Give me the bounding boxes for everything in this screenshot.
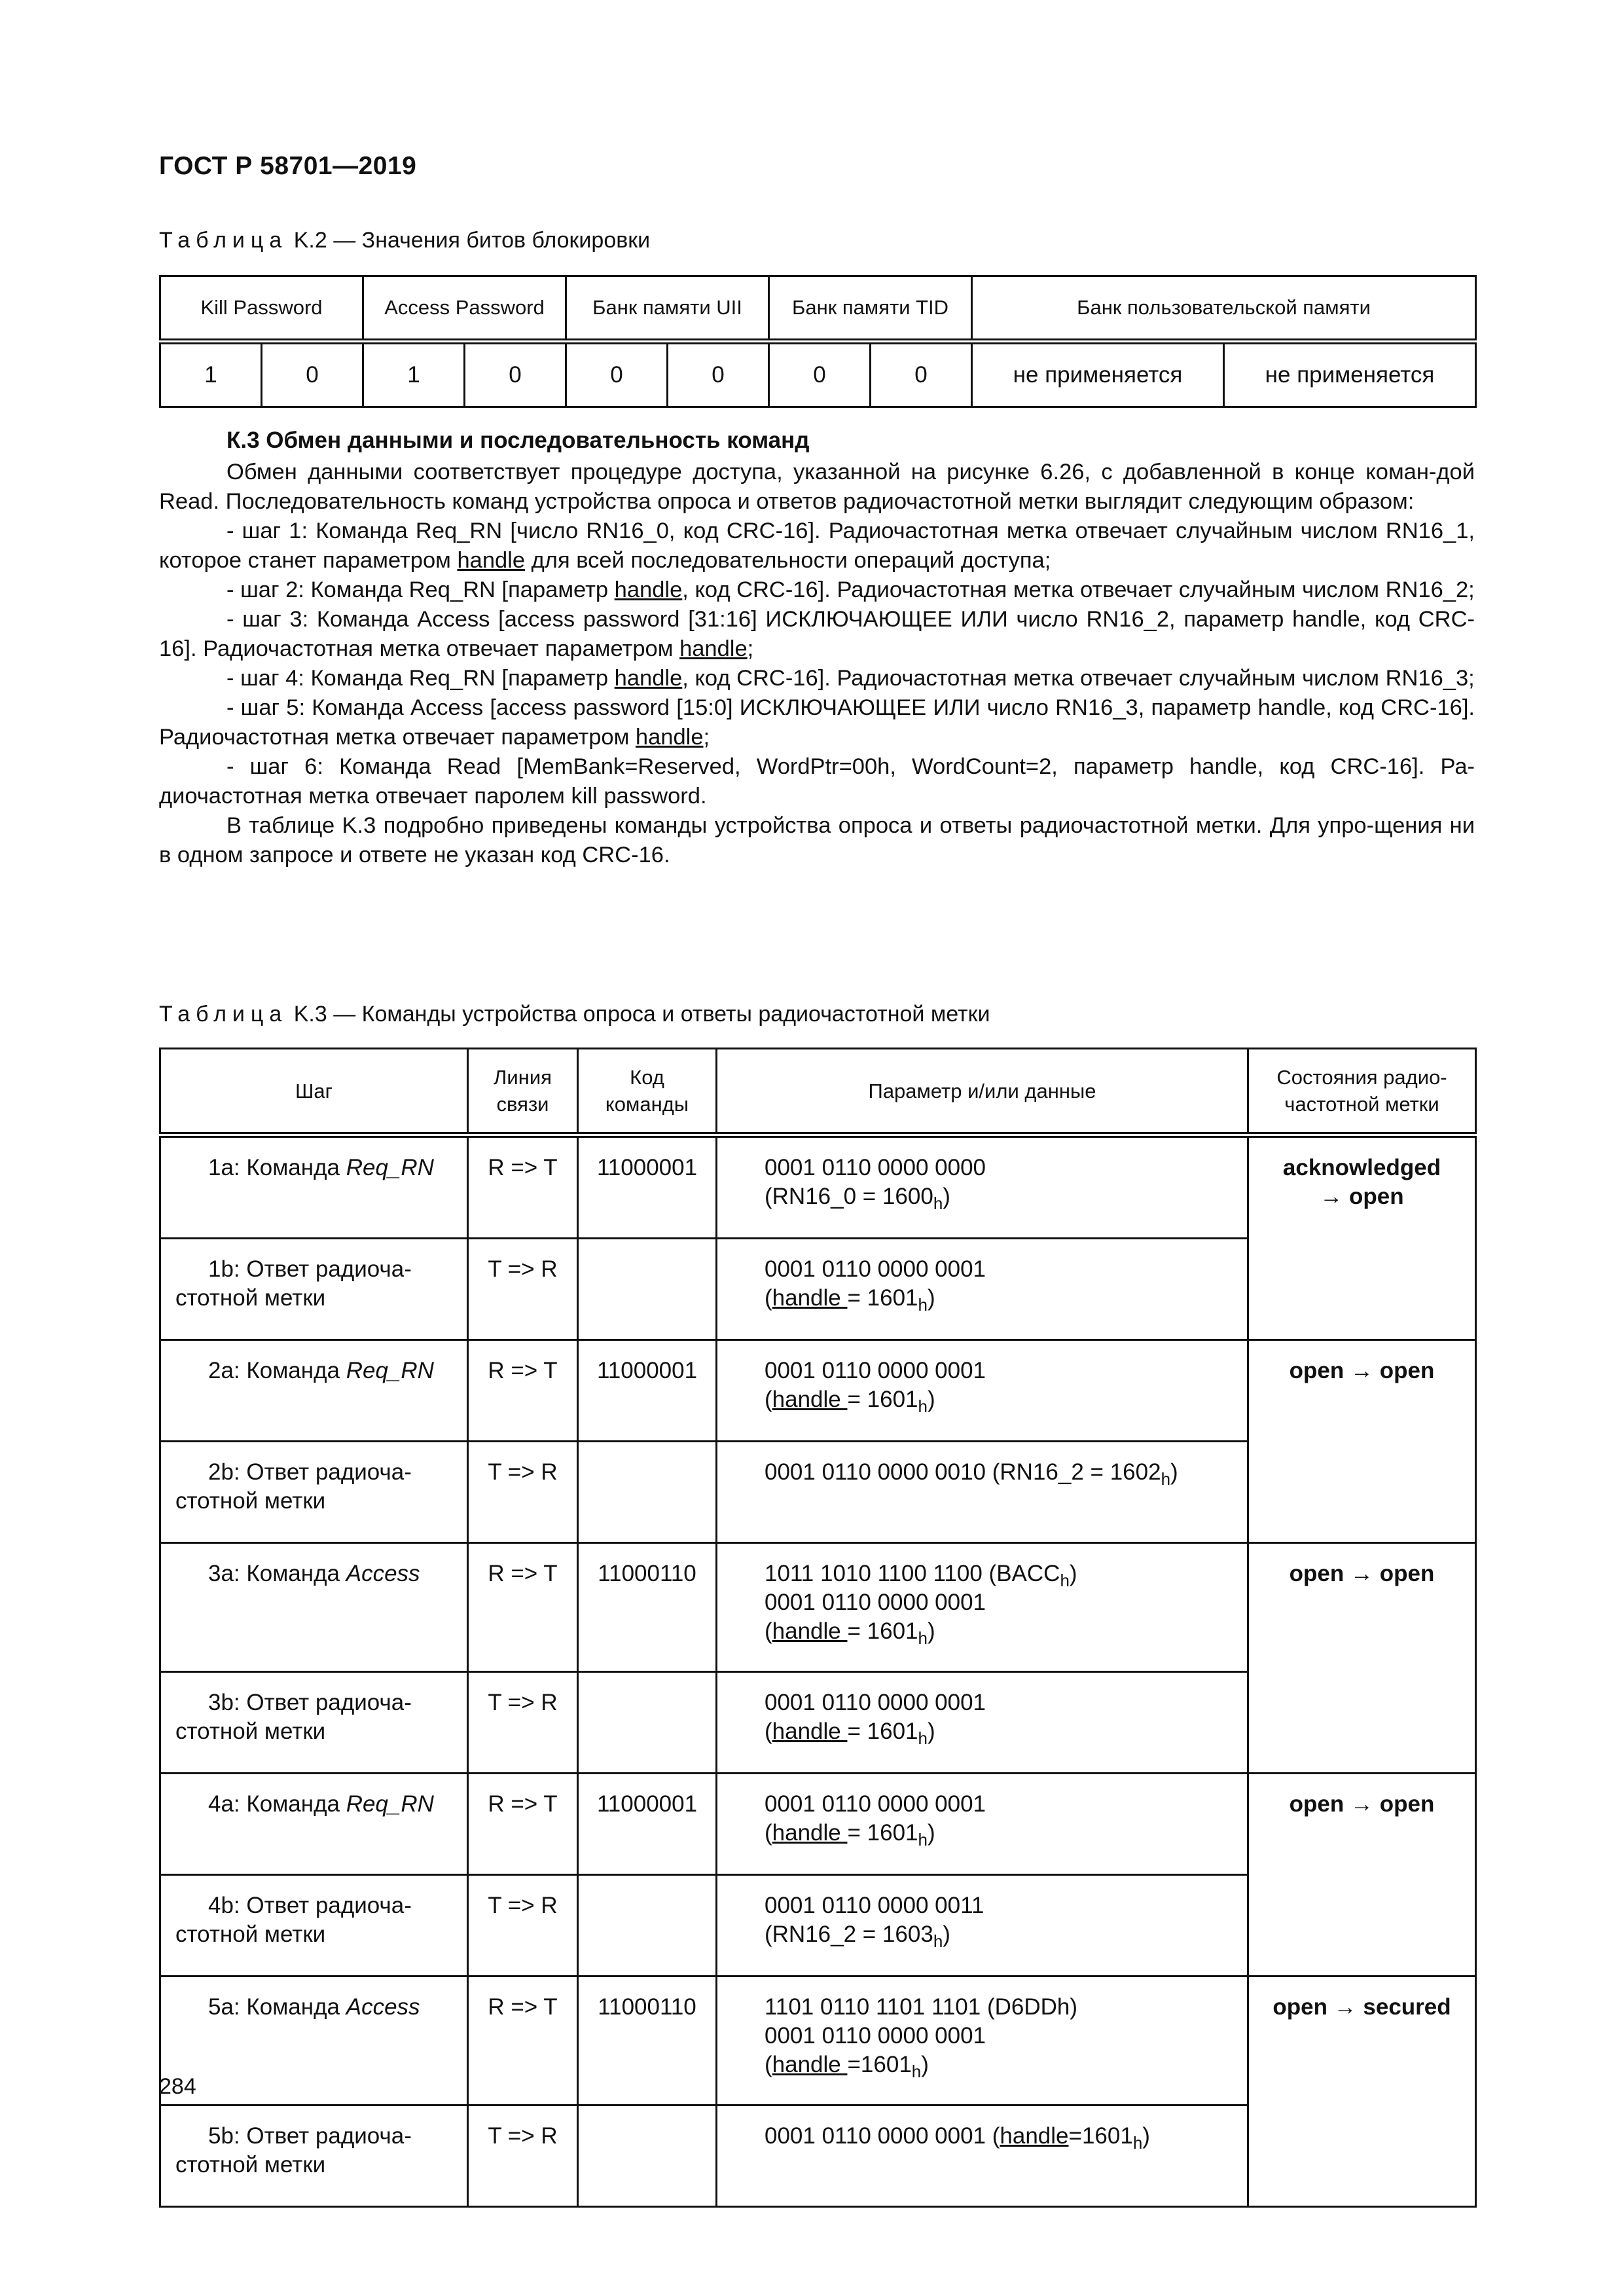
- line-cell: R => T: [468, 1774, 578, 1875]
- document-header: ГОСТ Р 58701—2019: [159, 152, 417, 180]
- step-cell: 5b: Ответ радиоча- стотной метки: [160, 2105, 468, 2207]
- table-cell: 0: [871, 342, 972, 407]
- caption-text: K.3 — Команды устройства опроса и ответы радиочастотной метки: [287, 1002, 990, 1027]
- table-cell: 0: [465, 342, 566, 407]
- step-1: - шаг 1: Команда Req_RN [число RN16_0, код CRC-16]. Радиочастотная метка отвечает случайным числом RN16_1, которое станет параметром handle для всей последовательности операций доступа;: [159, 519, 1475, 573]
- page-number: 284: [159, 2074, 196, 2099]
- line-cell: T => R: [468, 2105, 578, 2207]
- header-user-bank: Банк пользовательской памяти: [972, 276, 1476, 342]
- code-cell: [578, 1442, 717, 1543]
- line-cell: T => R: [468, 1239, 578, 1340]
- param-cell: 0001 0110 0000 0011 (RN16_2 = $1603_h$): [717, 1875, 1248, 1977]
- line-cell: R => T: [468, 1340, 578, 1442]
- header-kill-password: Kill Password: [160, 276, 363, 342]
- header-step: Шаг: [160, 1049, 468, 1135]
- code-cell: [578, 2105, 717, 2207]
- header-tid-bank: Банк памяти TID: [769, 276, 972, 342]
- step-cell: 5a: Команда Access: [160, 1977, 468, 2105]
- header-access-password: Access Password: [363, 276, 566, 342]
- line-cell: R => T: [468, 1977, 578, 2105]
- step-cell: 2b: Ответ радиоча- стотной метки: [160, 1442, 468, 1543]
- step-cell: 1a: Команда Req_RN: [160, 1135, 468, 1239]
- table-cell: 1: [363, 342, 465, 407]
- table-k2-caption: [159, 228, 650, 253]
- step-cell: 4a: Команда Req_RN: [160, 1774, 468, 1875]
- param-cell: 0001 0110 0000 0001 (handle = $1601_h$): [717, 1774, 1248, 1875]
- table-row: [160, 1543, 1476, 1672]
- param-cell: 1101 0110 1101 1101 (D6DDh) 0001 0110 0000 0001 (handle $=1601_h$): [717, 1977, 1248, 2105]
- table-cell: 0: [566, 342, 668, 407]
- step-cell: 2a: Команда Req_RN: [160, 1340, 468, 1442]
- step-3: - шаг 3: Команда Access [access password [31:16] ИСКЛЮЧАЮЩЕЕ ИЛИ число RN16_2, параметр handle, код CRC-16]. Радиочастотная метка отвечает параметром handle;: [159, 607, 1475, 661]
- table-cell: не применяется: [972, 342, 1224, 407]
- caption-prefix: Таблица: [159, 1002, 288, 1027]
- param-cell: 0001 0110 0000 0001 (handle = $1601_h$): [717, 1340, 1248, 1442]
- table-header-row: [160, 276, 1476, 342]
- table-row: [160, 342, 1476, 407]
- header-code: Код команды: [578, 1049, 717, 1135]
- param-cell: 0001 0110 0000 0001 $(handle=1601_h)$: [717, 2105, 1248, 2207]
- commands-table: [159, 1048, 1477, 2208]
- state-cell: open → open: [1248, 1340, 1476, 1543]
- table-row: [160, 1135, 1476, 1239]
- table-cell: не применяется: [1224, 342, 1476, 407]
- table-cell: 0: [262, 342, 363, 407]
- step-cell: 1b: Ответ радиоча- стотной метки: [160, 1239, 468, 1340]
- param-cell: 1011 1010 1100 1100 $(BACC_h)$ 0001 0110 0000 0001 (handle = $1601_h$): [717, 1543, 1248, 1672]
- step-2: - шаг 2: Команда Req_RN [параметр handle, код CRC-16]. Радиочастотная метка отвечает случайным числом RN16_2;: [226, 577, 1475, 602]
- caption-prefix: Таблица: [159, 228, 288, 253]
- step-5: - шаг 5: Команда Access [access password [15:0] ИСКЛЮЧАЮЩЕЕ ИЛИ число RN16_3, параметр handle, код CRC-16]. Радиочастотная метка отвечает параметром handle;: [159, 695, 1475, 750]
- state-cell: open → open: [1248, 1543, 1476, 1774]
- header-param: Параметр и/или данные: [717, 1049, 1248, 1135]
- line-cell: R => T: [468, 1135, 578, 1239]
- section-heading: К.3 Обмен данными и последовательность команд: [226, 428, 810, 453]
- header-line: Линия связи: [468, 1049, 578, 1135]
- table-cell: 0: [769, 342, 871, 407]
- code-cell: 11000001: [578, 1340, 717, 1442]
- param-cell: 0001 0110 0000 0001 (handle = $1601_h$): [717, 1672, 1248, 1774]
- step-cell: 3b: Ответ радиоча- стотной метки: [160, 1672, 468, 1774]
- paragraph-intro: Обмен данными соответствует процедуре доступа, указанной на рисунке 6.26, с добавленной в конце коман-дой Read. Последовательность команд устройства опроса и ответов радиочастотной метки выглядит следующим образом:: [159, 460, 1475, 514]
- header-state: Состояния радио- частотной метки: [1248, 1049, 1476, 1135]
- state-cell: acknowledged → open: [1248, 1135, 1476, 1340]
- table-row: [160, 1774, 1476, 1875]
- header-uii-bank: Банк памяти UII: [566, 276, 769, 342]
- code-cell: [578, 1239, 717, 1340]
- line-cell: R => T: [468, 1543, 578, 1672]
- table-cell: 1: [160, 342, 262, 407]
- step-cell: 3a: Команда Access: [160, 1543, 468, 1672]
- step-6: - шаг 6: Команда Read [MemBank=Reserved, WordPtr=00h, WordCount=2, параметр handle, код CRC-16]. Ра-диочастотная метка отвечает паролем kill password.: [159, 754, 1475, 809]
- table-k3-caption: [159, 1002, 990, 1027]
- table-row: [160, 1977, 1476, 2105]
- step-4: - шаг 4: Команда Req_RN [параметр handle, код CRC-16]. Радиочастотная метка отвечает случайным числом RN16_3;: [226, 666, 1475, 691]
- lock-bits-table: [159, 275, 1477, 408]
- line-cell: T => R: [468, 1442, 578, 1543]
- state-cell: open → secured: [1248, 1977, 1476, 2207]
- table-header-row: [160, 1049, 1476, 1135]
- table-cell: 0: [668, 342, 769, 407]
- code-cell: [578, 1672, 717, 1774]
- line-cell: T => R: [468, 1672, 578, 1774]
- line-cell: T => R: [468, 1875, 578, 1977]
- code-cell: 11000110: [578, 1977, 717, 2105]
- code-cell: 11000001: [578, 1135, 717, 1239]
- param-cell: 0001 0110 0000 0001 (handle = $1601_h$): [717, 1239, 1248, 1340]
- step-cell: 4b: Ответ радиоча- стотной метки: [160, 1875, 468, 1977]
- table-row: [160, 1340, 1476, 1442]
- code-cell: 11000001: [578, 1774, 717, 1875]
- caption-text: K.2 — Значения битов блокировки: [287, 228, 651, 253]
- paragraph-table-note: В таблице K.3 подробно приведены команды устройства опроса и ответы радиочастотной метки. Для упро-щения ни в одном запросе и ответе не указан код CRC-16.: [159, 813, 1475, 867]
- section-k3: [159, 426, 1475, 870]
- code-cell: 11000110: [578, 1543, 717, 1672]
- state-cell: open → open: [1248, 1774, 1476, 1977]
- code-cell: [578, 1875, 717, 1977]
- param-cell: 0001 0110 0000 0000 (RN16_0 = $1600_h$): [717, 1135, 1248, 1239]
- param-cell: 0001 0110 0000 0010 (RN16_2 = $1602_h$): [717, 1442, 1248, 1543]
